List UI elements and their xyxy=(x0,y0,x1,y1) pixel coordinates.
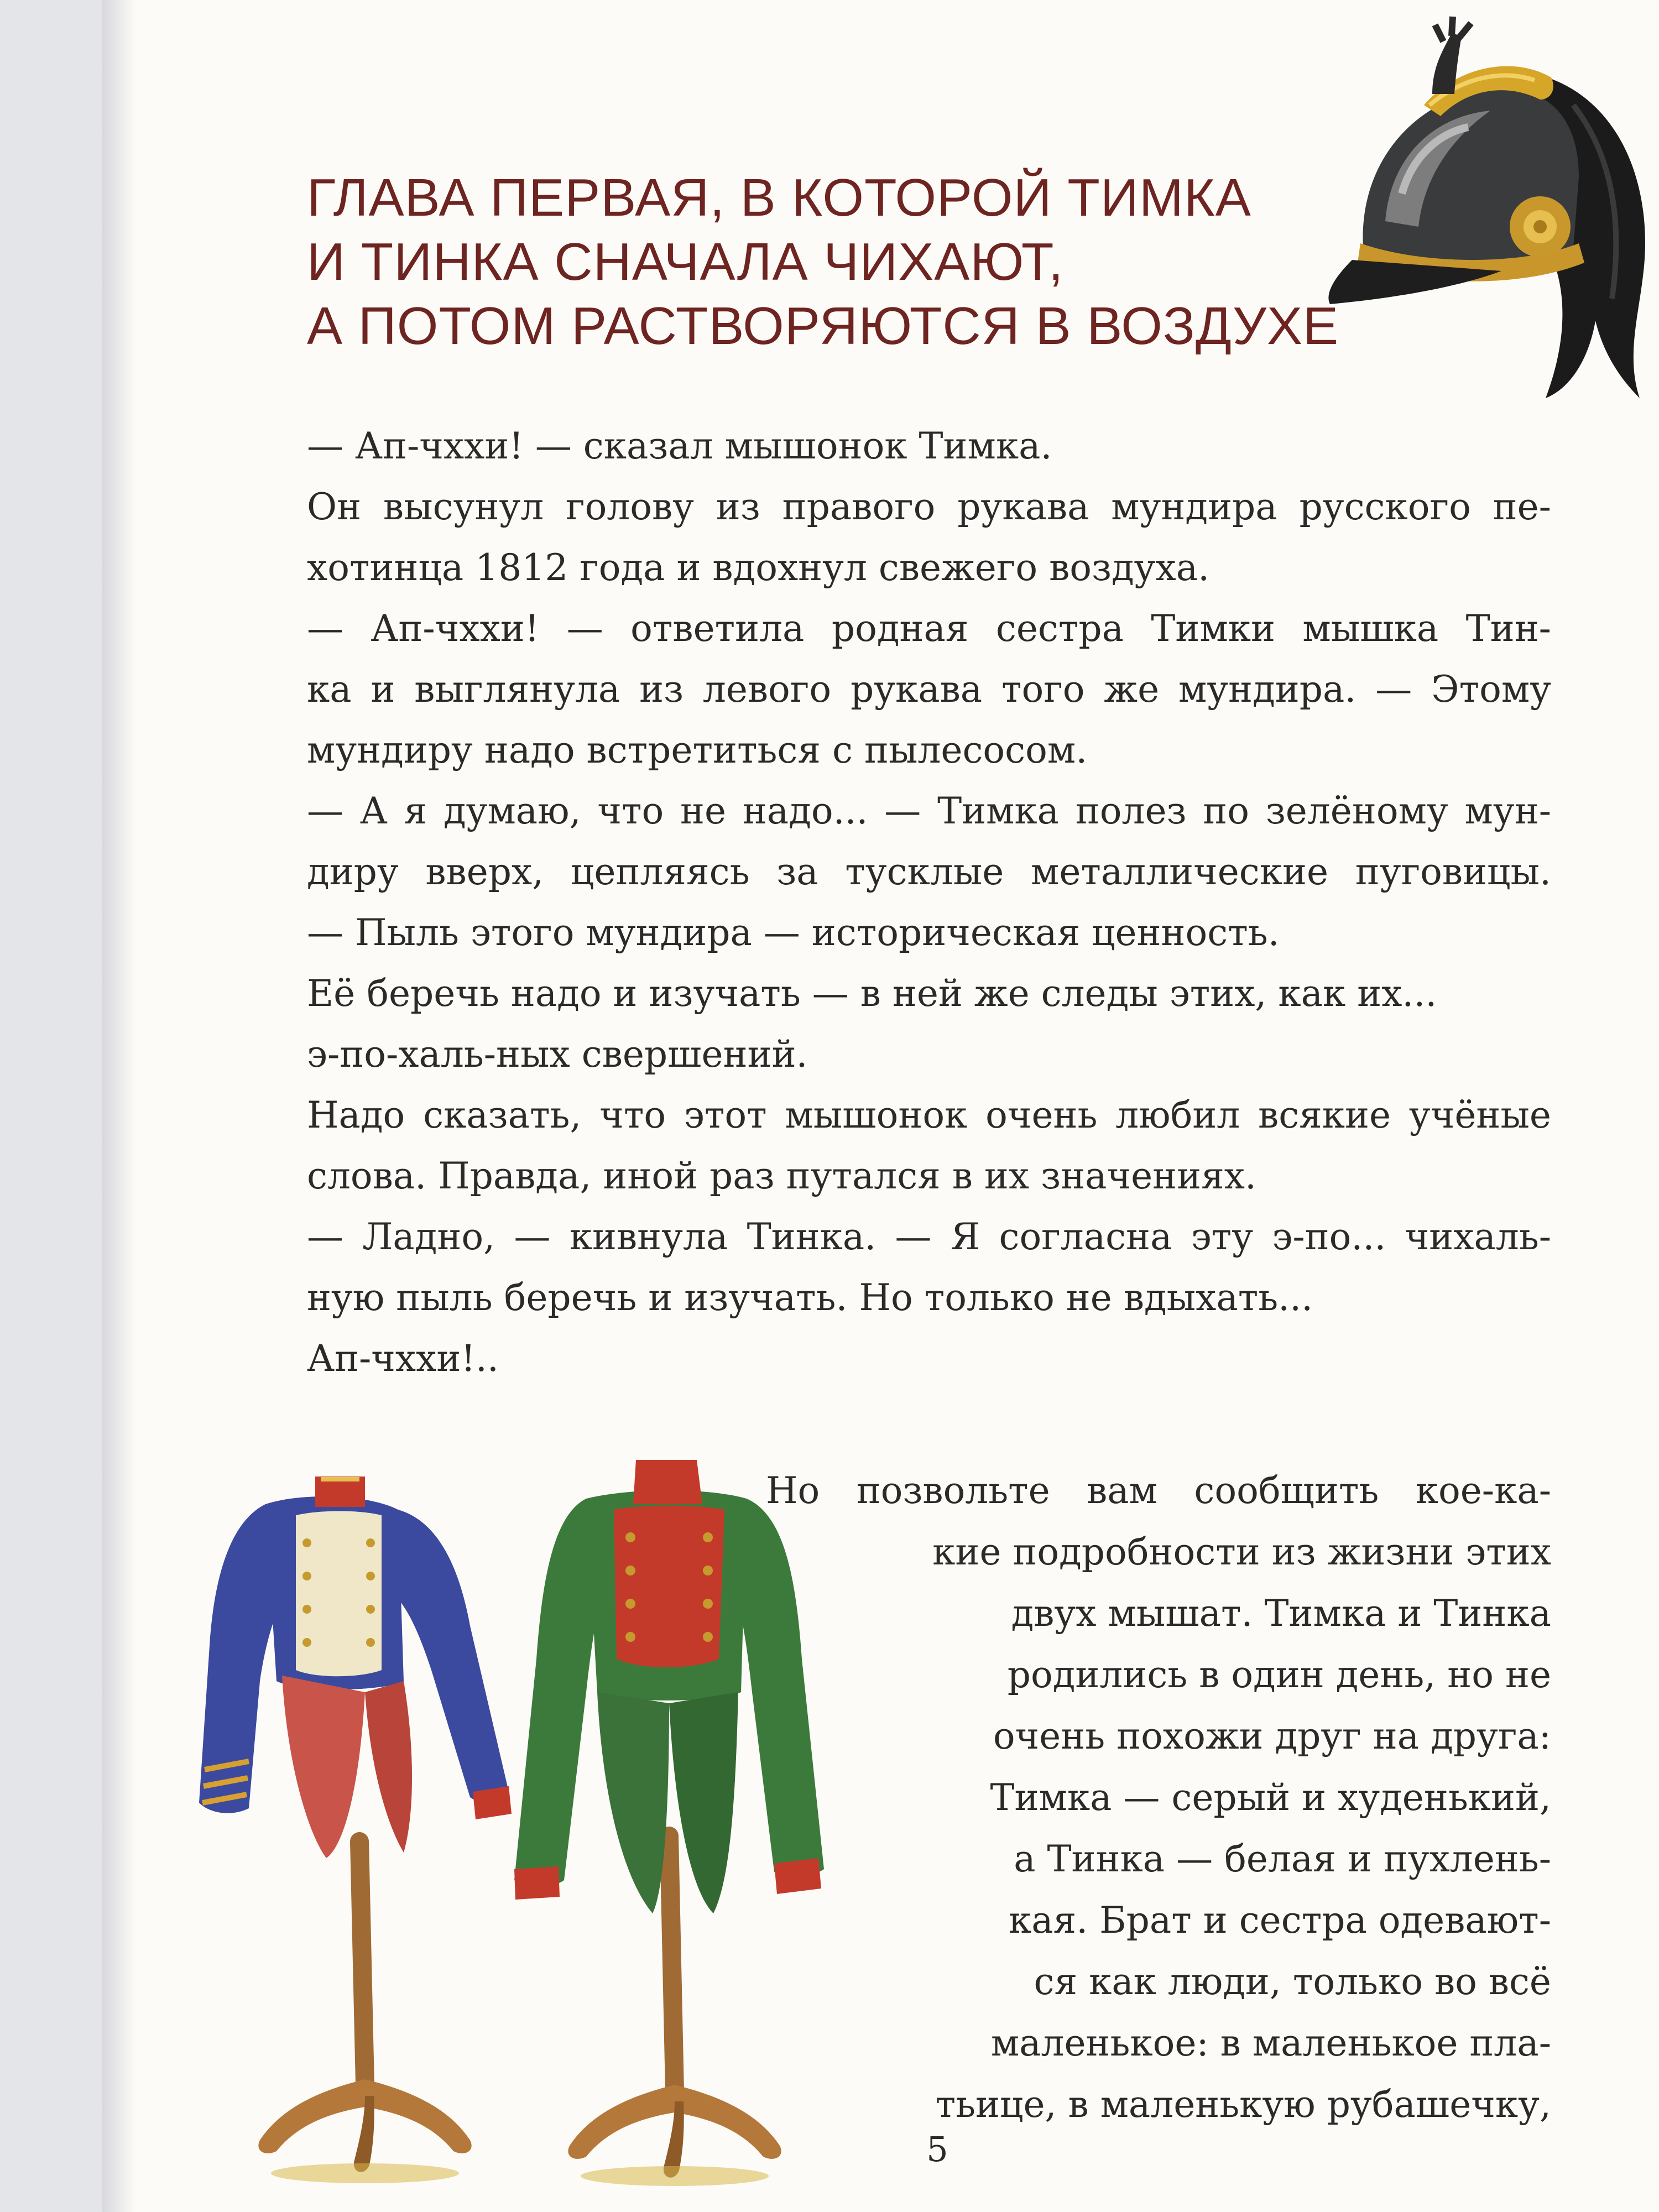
text-line: Но позвольте вам сообщить кое-ка- xyxy=(766,1469,1551,1512)
body-text xyxy=(307,416,1551,1389)
text-line: кая. Брат и сестра одевают- xyxy=(1008,1899,1551,1942)
text-line: двух мышат. Тимка и Тинка xyxy=(1011,1592,1551,1635)
spine-shadow xyxy=(102,0,135,2212)
text-line: кие подробности из жизни этих xyxy=(932,1531,1551,1573)
text-line: мундиру надо встретиться с пылесосом. xyxy=(307,729,1088,771)
text-line: — Пыль этого мундира — историческая ценность. xyxy=(307,911,1280,954)
text-line: хотинца 1812 года и вдохнул свежего воздуха. xyxy=(307,546,1210,589)
text-line: Он высунул голову из правого рукава мундира русского пе- xyxy=(307,486,1551,528)
text-line: а Тинка — белая и пухлень- xyxy=(1014,1838,1551,1880)
page-number: 5 xyxy=(926,2129,948,2169)
text-line: слова. Правда, иной раз путался в их значениях. xyxy=(307,1155,1256,1197)
title-line: А ПОТОМ РАСТВОРЯЮТСЯ В ВОЗДУХЕ xyxy=(307,296,1339,356)
text-line: родились в один день, но не xyxy=(1007,1653,1551,1696)
text-line: — А я думаю, что не надо... — Тимка полез по зелёному мун- xyxy=(307,790,1551,832)
text-line: — Ап-чххи! — сказал мышонок Тимка. xyxy=(307,425,1052,467)
book-page xyxy=(102,0,1659,2212)
left-mannequin-stand xyxy=(258,1841,471,2183)
text-line: — Ап-чххи! — ответила родная сестра Тимки мышка Тин- xyxy=(307,607,1551,650)
text-line: Надо сказать, что этот мышонок очень любил всякие учёные xyxy=(307,1094,1551,1136)
text-line: э-по-халь-ных свершений. xyxy=(307,1033,808,1076)
right-mannequin-stand xyxy=(568,1836,781,2186)
text-line: маленькое: в маленькое пла- xyxy=(990,2022,1551,2064)
text-line: Её беречь надо и изучать — в ней же следы этих, как их... xyxy=(307,972,1437,1015)
text-line: ную пыль беречь и изучать. Но только не вдыхать... xyxy=(307,1276,1313,1319)
title-line: ГЛАВА ПЕРВАЯ, В КОТОРОЙ ТИМКА xyxy=(307,168,1251,227)
text-line: очень похожи друг на друга: xyxy=(993,1715,1551,1757)
text-line: Ап-чххи!.. xyxy=(307,1337,499,1380)
text-line: — Ладно, — кивнула Тинка. — Я согласна эту э-по... чихаль- xyxy=(307,1215,1551,1258)
title-line: И ТИНКА СНАЧАЛА ЧИХАЮТ, xyxy=(307,232,1064,291)
text-line: диру вверх, цепляясь за тусклые металлические пуговицы. xyxy=(307,851,1551,893)
text-line: ся как люди, только во всё xyxy=(1034,1960,1551,2003)
left-uniform xyxy=(199,1477,512,1858)
text-line: тьице, в маленькую рубашечку, xyxy=(935,2083,1551,2126)
right-column-text xyxy=(766,1460,1551,2135)
text-line: Тимка — серый и худенький, xyxy=(990,1776,1551,1819)
text-line: ка и выглянула из левого рукава того же мундира. — Этому xyxy=(307,668,1551,711)
chapter-title xyxy=(307,166,1413,358)
